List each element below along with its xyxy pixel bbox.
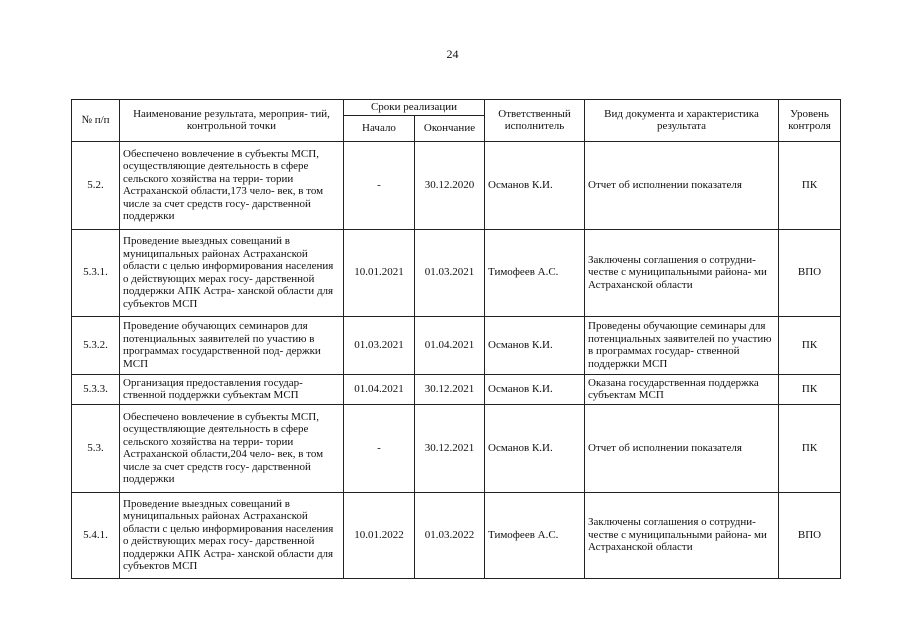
row-end: 30.12.2020 (415, 141, 485, 229)
row-start: - (344, 404, 415, 492)
row-num: 5.2. (72, 141, 120, 229)
row-responsible: Османов К.И. (485, 141, 585, 229)
row-name: Проведение обучающих семинаров для потенциальных заявителей по участию в программах государственной под- держки МСП (120, 316, 344, 374)
header-level: Уровень контроля (779, 100, 841, 142)
row-doc: Отчет об исполнении показателя (585, 141, 779, 229)
table-row (72, 492, 841, 578)
table-row (72, 141, 841, 229)
row-num: 5.3.1. (72, 229, 120, 316)
row-level: ПК (779, 141, 841, 229)
row-level: ПК (779, 404, 841, 492)
row-end: 01.03.2022 (415, 492, 485, 578)
page-number: 24 (446, 47, 459, 61)
row-level: ВПО (779, 229, 841, 316)
row-name: Проведение выездных совещаний в муниципальных районах Астраханской области с целью информирования населения о действующих мерах госу- дарственной поддержки АПК Астра- ханской области для субъектов МСП (120, 492, 344, 578)
row-name: Обеспечено вовлечение в субъекты МСП, осуществляющие деятельность в сфере сельского хозяйства на терри- тории Астраханской области,204 чело- век, в том числе за счет средств госу- дарственной поддержки (120, 404, 344, 492)
row-start: - (344, 141, 415, 229)
row-doc: Заключены соглашения о сотрудни- честве с муниципальными района- ми Астраханской области (585, 492, 779, 578)
row-doc: Отчет об исполнении показателя (585, 404, 779, 492)
row-start: 10.01.2021 (344, 229, 415, 316)
header-end: Окончание (415, 115, 485, 141)
header-doc: Вид документа и характеристика результата (585, 100, 779, 142)
row-doc: Проведены обучающие семинары для потенциальных заявителей по участию в программах государ- ственной поддержки МСП (585, 316, 779, 374)
row-responsible: Османов К.И. (485, 374, 585, 404)
header-terms: Сроки реализации (344, 100, 485, 116)
row-start: 01.03.2021 (344, 316, 415, 374)
row-start: 10.01.2022 (344, 492, 415, 578)
row-name: Обеспечено вовлечение в субъекты МСП, осуществляющие деятельность в сфере сельского хозяйства на терри- тории Астраханской области,173 чело- век, в том числе за счет средств госу- дарственной поддержки (120, 141, 344, 229)
row-responsible: Тимофеев А.С. (485, 492, 585, 578)
table-row (72, 404, 841, 492)
row-responsible: Тимофеев А.С. (485, 229, 585, 316)
row-level: ПК (779, 374, 841, 404)
row-responsible: Османов К.И. (485, 316, 585, 374)
row-responsible: Османов К.И. (485, 404, 585, 492)
plan-table (71, 99, 841, 579)
row-num: 5.4.1. (72, 492, 120, 578)
row-level: ВПО (779, 492, 841, 578)
row-doc: Оказана государственная поддержка субъектам МСП (585, 374, 779, 404)
table-row (72, 229, 841, 316)
row-end: 30.12.2021 (415, 404, 485, 492)
header-start: Начало (344, 115, 415, 141)
row-start: 01.04.2021 (344, 374, 415, 404)
row-num: 5.3.2. (72, 316, 120, 374)
row-name: Проведение выездных совещаний в муниципальных районах Астраханской области с целью информирования населения о действующих мерах госу- дарственной поддержки АПК Астра- ханской области для субъектов МСП (120, 229, 344, 316)
row-level: ПК (779, 316, 841, 374)
header-responsible: Ответственный исполнитель (485, 100, 585, 142)
row-end: 01.03.2021 (415, 229, 485, 316)
row-num: 5.3. (72, 404, 120, 492)
row-end: 01.04.2021 (415, 316, 485, 374)
table-row (72, 316, 841, 374)
row-num: 5.3.3. (72, 374, 120, 404)
row-doc: Заключены соглашения о сотрудни- честве с муниципальными района- ми Астраханской области (585, 229, 779, 316)
table-row (72, 374, 841, 404)
header-name: Наименование результата, мероприя- тий, контрольной точки (120, 100, 344, 142)
row-name: Организация предоставления государ- ственной поддержки субъектам МСП (120, 374, 344, 404)
row-end: 30.12.2021 (415, 374, 485, 404)
header-num: № п/п (72, 100, 120, 142)
